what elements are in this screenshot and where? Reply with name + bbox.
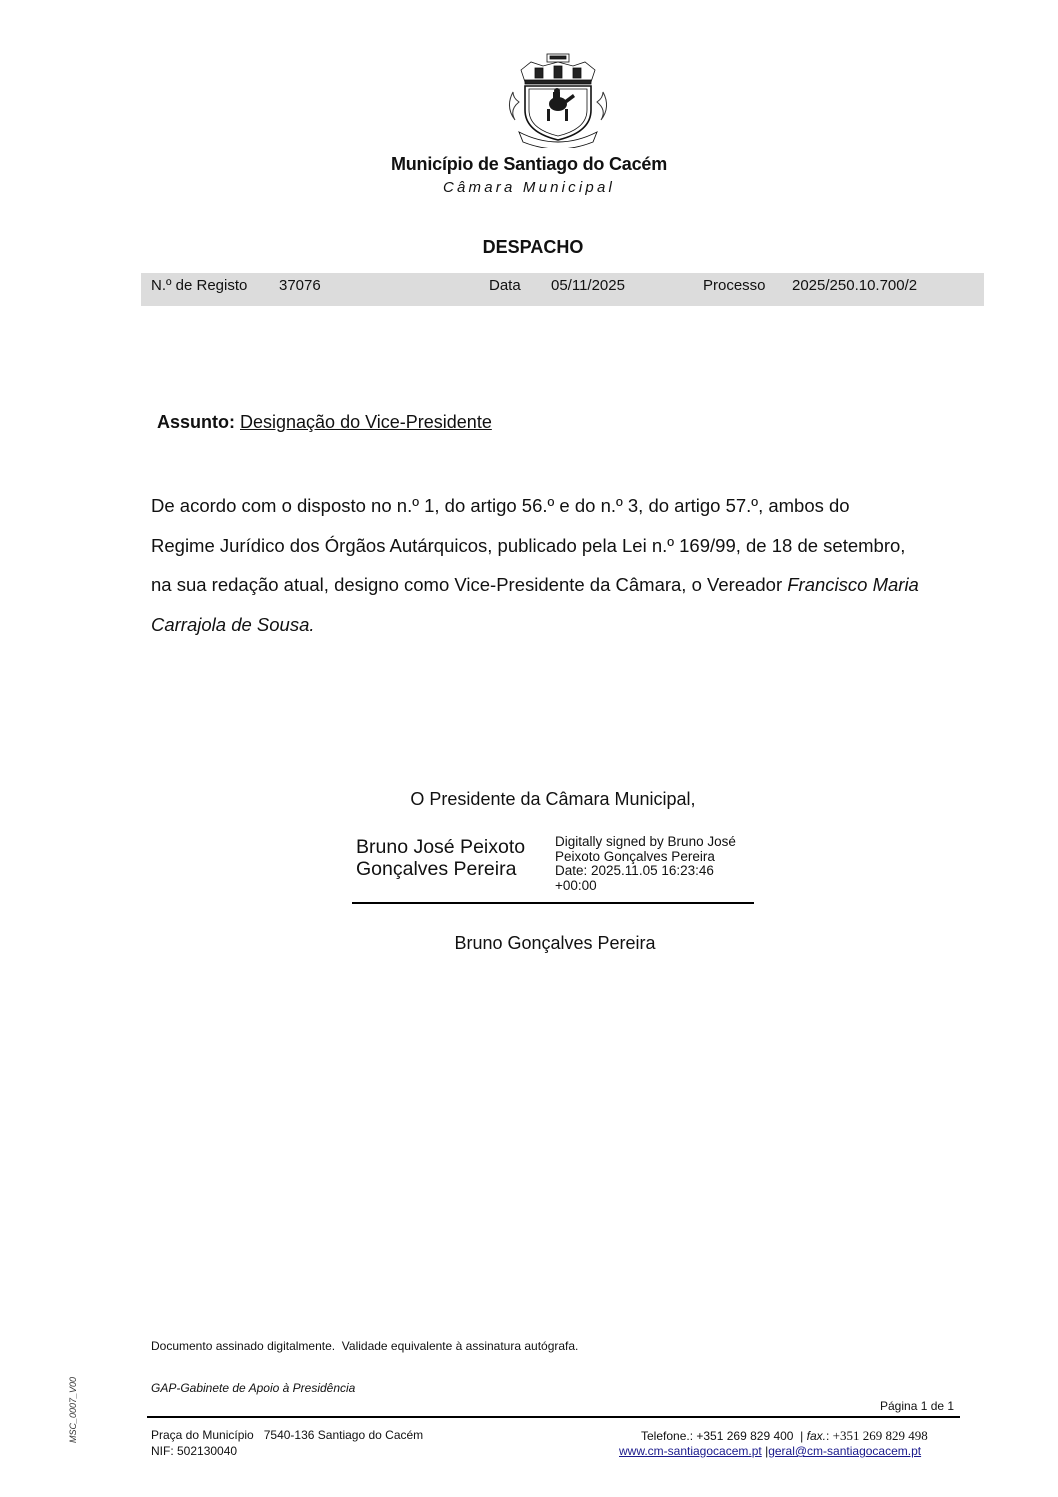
appointee-name-part2: Carrajola de Sousa. xyxy=(151,613,315,635)
footer-links xyxy=(619,1444,921,1458)
subject-value: Designação do Vice-Presidente xyxy=(240,412,492,432)
footer-nif: NIF: 502130040 xyxy=(151,1444,238,1458)
registo-value: 37076 xyxy=(279,277,321,294)
page-number: Página 1 de 1 xyxy=(880,1399,955,1413)
body-line-1: De acordo com o disposto no n.º 1, do artigo 56.º e do n.º 3, do artigo 57.º, ambos do xyxy=(151,495,850,516)
document-type-title: DESPACHO xyxy=(482,237,584,257)
fax-number: +351 269 829 498 xyxy=(832,1428,928,1443)
separator: | xyxy=(765,1444,769,1458)
data-label: Data xyxy=(489,277,521,294)
signer-name-line-2: Gonçalves Pereira xyxy=(356,858,517,880)
footer-divider xyxy=(147,1416,960,1418)
website-link[interactable]: www.cm-santiagocacem.pt xyxy=(619,1444,762,1458)
sig-detail-line-2: Peixoto Gonçalves Pereira xyxy=(555,848,715,864)
registo-label: N.º de Registo xyxy=(151,277,248,294)
form-code-text: MSC_0007_V00 xyxy=(68,1376,78,1444)
body-line-2: Regime Jurídico dos Órgãos Autárquicos, publicado pela Lei n.º 169/99, de 18 de setembro, xyxy=(151,534,906,556)
registry-bar xyxy=(141,273,984,306)
municipality-subtitle: Câmara Municipal xyxy=(442,179,616,196)
processo-value: 2025/250.10.700/2 xyxy=(792,277,918,294)
sig-detail-line-4: +00:00 xyxy=(555,877,597,893)
appointee-name-part1: Francisco Maria xyxy=(787,574,919,595)
processo-label: Processo xyxy=(703,277,766,294)
body-line-3-text: na sua redação atual, designo como Vice-Presidente da Câmara, o Vereador xyxy=(151,574,788,595)
department-name: GAP-Gabinete de Apoio à Presidência xyxy=(151,1381,356,1395)
phone-label: Telefone.: xyxy=(641,1429,697,1443)
email-link[interactable]: geral@cm-santiagocacem.pt xyxy=(768,1444,922,1458)
form-code xyxy=(60,1375,86,1445)
sig-detail-line-1: Digitally signed by Bruno José xyxy=(555,834,736,849)
printed-signer-name: Bruno Gonçalves Pereira xyxy=(454,933,656,953)
body-line-4 xyxy=(151,605,966,645)
separator: | xyxy=(796,1429,807,1443)
phone-number: +351 269 829 400 xyxy=(696,1429,794,1443)
digital-signature-note: Documento assinado digitalmente. Validade equivalente à assinatura autógrafa. xyxy=(151,1339,579,1353)
municipal-coat-of-arms-icon xyxy=(503,52,613,148)
sig-detail-line-3: Date: 2025.11.05 16:23:46 xyxy=(555,863,714,878)
digital-signature-details xyxy=(555,835,736,893)
signer-name-line-1: Bruno José Peixoto xyxy=(356,836,526,858)
subject-label: Assunto: xyxy=(157,412,235,432)
municipality-name: Município de Santiago do Cacém xyxy=(390,154,668,174)
footer-contacts xyxy=(641,1428,928,1444)
signature-divider xyxy=(352,902,754,904)
digital-signature-name xyxy=(356,836,525,880)
fax-colon: : xyxy=(825,1429,833,1443)
footer-address: Praça do Município 7540-136 Santiago do Cacém xyxy=(151,1428,424,1442)
signature-closing: O Presidente da Câmara Municipal, xyxy=(410,789,696,809)
document-body xyxy=(151,486,966,644)
body-line-3 xyxy=(151,565,966,605)
fax-label: fax. xyxy=(806,1429,826,1443)
subject-line xyxy=(157,412,492,433)
data-value: 05/11/2025 xyxy=(551,277,625,294)
